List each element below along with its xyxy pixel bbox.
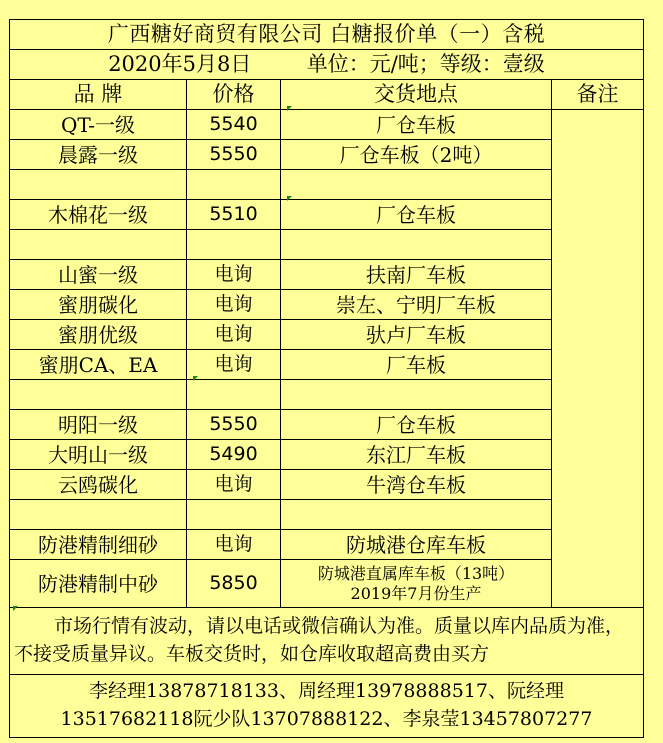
price-cell: 5550	[187, 140, 281, 170]
delivery-cell: 防城港仓库车板	[281, 530, 552, 560]
table-row	[10, 170, 644, 200]
delivery-cell	[281, 380, 552, 410]
brand-cell	[10, 500, 187, 530]
brand-cell: 防港精制细砂	[10, 530, 187, 560]
table-row	[10, 320, 644, 350]
delivery-cell: 驮卢厂车板	[281, 320, 552, 350]
table-row	[10, 500, 644, 530]
col-header-price: 价格	[187, 80, 281, 110]
price-cell: 电询	[187, 530, 281, 560]
cell-comment-marker	[287, 196, 292, 201]
price-table	[9, 19, 644, 738]
delivery-cell	[281, 170, 552, 200]
brand-cell: QT-一级	[10, 110, 187, 140]
price-cell	[187, 170, 281, 200]
table-row	[10, 530, 644, 560]
brand-cell	[10, 170, 187, 200]
price-cell: 电询	[187, 320, 281, 350]
brand-cell: 防港精制中砂	[10, 560, 187, 608]
price-cell: 5540	[187, 110, 281, 140]
col-header-delivery: 交货地点	[281, 80, 552, 110]
delivery-cell: 厂仓车板	[281, 410, 552, 440]
delivery-cell: 牛湾仓车板	[281, 470, 552, 500]
column-header-row	[10, 80, 644, 110]
col-header-notes: 备注	[552, 80, 644, 110]
disclaimer-text: 市场行情有波动，请以电话或微信确认为准。质量以库内品质为准，不接受质量异议。车板交货时，如仓库收取超高费由买方	[14, 615, 625, 665]
delivery-cell: 厂仓车板（2吨）	[281, 140, 552, 170]
cell-comment-marker	[193, 376, 198, 381]
price-cell: 电询	[187, 260, 281, 290]
delivery-cell	[281, 230, 552, 260]
brand-cell	[10, 230, 187, 260]
table-row	[10, 470, 644, 500]
brand-cell: 蜜朋CA、EA	[10, 350, 187, 380]
notes-cell	[552, 110, 644, 608]
delivery-cell	[281, 560, 552, 608]
table-row	[10, 110, 644, 140]
contacts-line-1: 李经理13878718133、周经理13978888517、阮经理	[89, 680, 564, 703]
cell-comment-marker	[287, 106, 292, 111]
delivery-cell: 扶南厂车板	[281, 260, 552, 290]
delivery-cell: 东江厂车板	[281, 440, 552, 470]
price-cell: 电询	[187, 290, 281, 320]
price-cell: 电询	[187, 470, 281, 500]
brand-cell: 大明山一级	[10, 440, 187, 470]
price-cell	[187, 380, 281, 410]
price-cell: 电询	[187, 350, 281, 380]
price-cell: 5510	[187, 200, 281, 230]
table-row	[10, 290, 644, 320]
brand-cell: 云鸥碳化	[10, 470, 187, 500]
price-cell	[187, 230, 281, 260]
table-row	[10, 560, 644, 608]
delivery-cell: 厂车板	[281, 350, 552, 380]
table-row	[10, 140, 644, 170]
quote-date: 2020年5月8日	[108, 52, 252, 76]
table-row	[10, 380, 644, 410]
price-cell: 5490	[187, 440, 281, 470]
brand-cell	[10, 380, 187, 410]
delivery-cell: 厂仓车板	[281, 110, 552, 140]
brand-cell: 蜜朋优级	[10, 320, 187, 350]
price-cell: 5550	[187, 410, 281, 440]
table-row	[10, 200, 644, 230]
delivery-cell: 崇左、宁明厂车板	[281, 290, 552, 320]
delivery-line-1: 防城港直属库车板（13吨）	[317, 564, 515, 584]
sheet-title: 广西糖好商贸有限公司 白糖报价单（一）含税	[10, 20, 644, 50]
table-row	[10, 230, 644, 260]
contacts-line-2: 13517682118阮少队13707888122、李泉莹13457807277	[60, 708, 593, 730]
delivery-line-2: 2019年7月份生产	[350, 583, 482, 603]
brand-cell: 山蜜一级	[10, 260, 187, 290]
brand-cell: 蜜朋碳化	[10, 290, 187, 320]
table-row	[10, 440, 644, 470]
delivery-cell: 厂仓车板	[281, 200, 552, 230]
date-unit-row	[10, 50, 644, 80]
unit-grade: 单位：元/吨；等级：壹级	[306, 52, 545, 76]
price-cell: 5850	[187, 560, 281, 608]
brand-cell: 晨露一级	[10, 140, 187, 170]
col-header-brand: 品 牌	[10, 80, 187, 110]
disclaimer-note	[10, 608, 644, 675]
brand-cell: 明阳一级	[10, 410, 187, 440]
cell-comment-marker	[13, 606, 18, 611]
contacts-block	[10, 675, 644, 738]
price-cell	[187, 500, 281, 530]
table-row	[10, 410, 644, 440]
delivery-cell	[281, 500, 552, 530]
table-row	[10, 260, 644, 290]
table-row	[10, 350, 644, 380]
brand-cell: 木棉花一级	[10, 200, 187, 230]
